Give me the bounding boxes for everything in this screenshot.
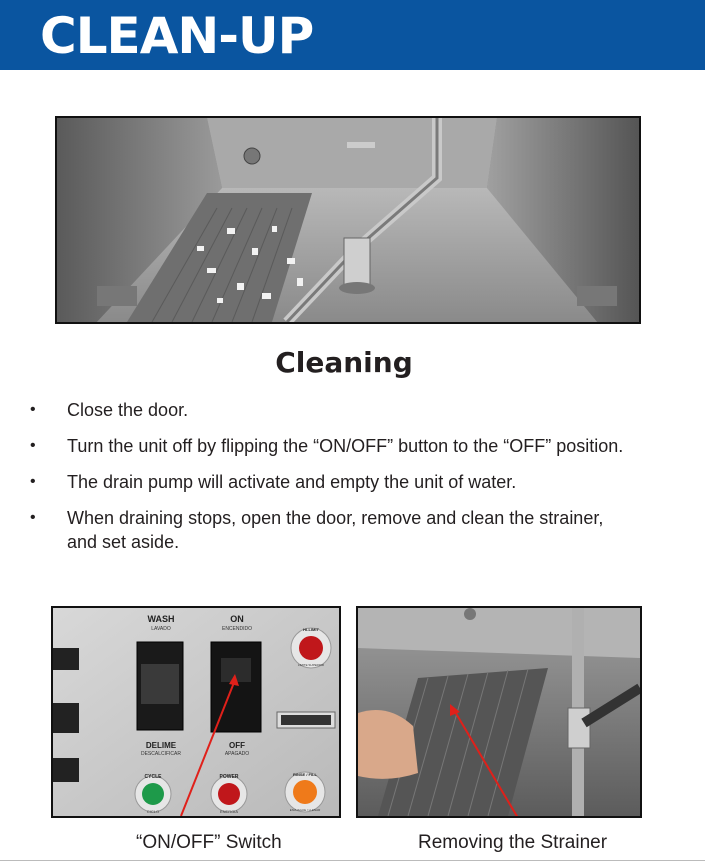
control-panel-photo (51, 606, 341, 818)
list-item (30, 398, 630, 422)
wash-sub-label: LAVADO (151, 626, 171, 632)
bottom-divider (0, 860, 705, 861)
delime-label: DELIME (145, 741, 177, 750)
bullet-icon: • (30, 509, 36, 526)
list-item-text: The drain pump will activate and empty the unit of water. (67, 472, 517, 492)
on-sub-label: ENCENDIDO (221, 626, 253, 632)
hi-limit-sub-label: LIMITE SUPERIOR (297, 663, 325, 667)
list-item (30, 506, 630, 554)
switch-caption: “ON/OFF” Switch (136, 832, 282, 853)
cycle-label: CYCLE (144, 774, 162, 780)
strainer-removal-photo (356, 606, 642, 818)
list-item-text: When draining stops, open the door, remove and clean the strainer, and set aside. (67, 508, 604, 552)
on-label: ON (230, 614, 244, 624)
strainer-removal-illustration (358, 608, 640, 816)
off-label: OFF (229, 741, 245, 750)
power-sub-label: ENERGIA (219, 809, 239, 814)
dishwasher-interior-illustration (57, 118, 639, 322)
list-item-text: Close the door. (67, 400, 189, 420)
wash-label: WASH (147, 614, 175, 624)
strainer-caption: Removing the Strainer (418, 832, 608, 853)
rinse-fill-sub-label: ENJUAGUE / LLENAR (289, 808, 321, 812)
header-band (0, 0, 705, 70)
page-title: CLEAN-UP (40, 7, 314, 65)
list-item-text: Turn the unit off by flipping the “ON/OFF” button to the “OFF” position. (67, 436, 624, 456)
off-sub-label: APAGADO (224, 751, 250, 757)
bullet-icon: • (30, 473, 36, 490)
bullet-icon: • (30, 437, 36, 454)
list-item (30, 434, 630, 458)
list-item (30, 470, 630, 494)
rinse-fill-label: RINSE / FILL (293, 772, 317, 777)
instruction-list (30, 398, 630, 566)
bullet-icon: • (30, 401, 36, 418)
control-panel-illustration (53, 608, 339, 816)
section-heading: Cleaning (275, 346, 413, 379)
cycle-sub-label: CICLO (146, 809, 160, 814)
dishwasher-interior-photo (55, 116, 641, 324)
hi-limit-label: HI-LIMIT (303, 627, 319, 632)
delime-sub-label: DESCALCIFICAR (140, 751, 182, 757)
power-label: POWER (219, 774, 239, 780)
